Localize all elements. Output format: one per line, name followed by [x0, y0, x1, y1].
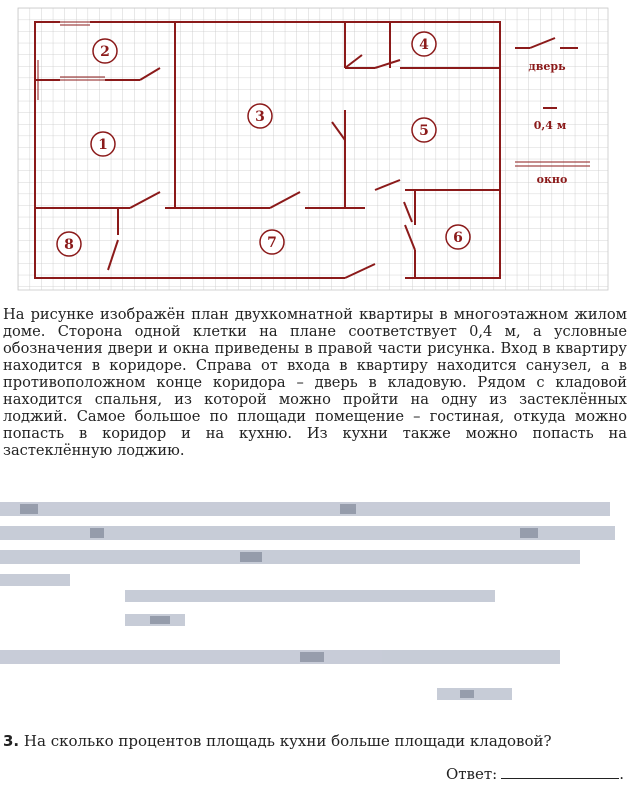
scale-legend-label: 0,4 м — [533, 119, 567, 132]
answer-line — [446, 765, 624, 783]
room-label-8 — [57, 232, 81, 256]
room-label-3 — [248, 104, 272, 128]
apartment-floor-plan — [0, 0, 636, 300]
svg-text:3: 3 — [255, 109, 265, 125]
room-label-7 — [260, 230, 284, 254]
svg-text:7: 7 — [267, 235, 277, 251]
room-label-1 — [91, 132, 115, 156]
question-number: 3. — [3, 732, 20, 750]
answer-label: Ответ: — [445, 765, 498, 783]
answer-trailing: . — [619, 765, 624, 783]
blurred-content-region — [0, 490, 636, 715]
svg-text:4: 4 — [419, 37, 429, 53]
problem-description: На рисунке изображён план двухкомнатной квартиры в многоэтажном жилом доме. Сторона одной клетки на плане соответствует 0,4 м, а условные обозначения двери и окна приведены в правой части рисунка. Вход в квартиру находится в коридоре. Справа от входа в квартиру находится санузел, а в противоположном конце коридора – дверь в кладовую. Рядом с кладовой находится спальня, из которой можно пройти на одну из застеклённых лоджий. Самое большое по площади помещение – гостиная, откуда можно попасть в коридор и на кухню. Из кухни также можно попасть на застеклённую лоджию. — [3, 306, 627, 459]
window-legend-label: окно — [536, 173, 568, 186]
answer-blank[interactable] — [501, 766, 619, 779]
room-label-6 — [446, 225, 470, 249]
question-text: На сколько процентов площадь кухни больше площади кладовой? — [23, 732, 552, 750]
question-3 — [3, 732, 552, 750]
room-label-4 — [412, 32, 436, 56]
svg-text:8: 8 — [64, 237, 74, 253]
room-label-5 — [412, 118, 436, 142]
svg-text:6: 6 — [453, 230, 463, 246]
svg-text:5: 5 — [419, 123, 429, 139]
door-legend-label: дверь — [528, 60, 566, 73]
svg-text:2: 2 — [100, 44, 110, 60]
svg-text:1: 1 — [98, 137, 108, 153]
room-label-2 — [93, 39, 117, 63]
